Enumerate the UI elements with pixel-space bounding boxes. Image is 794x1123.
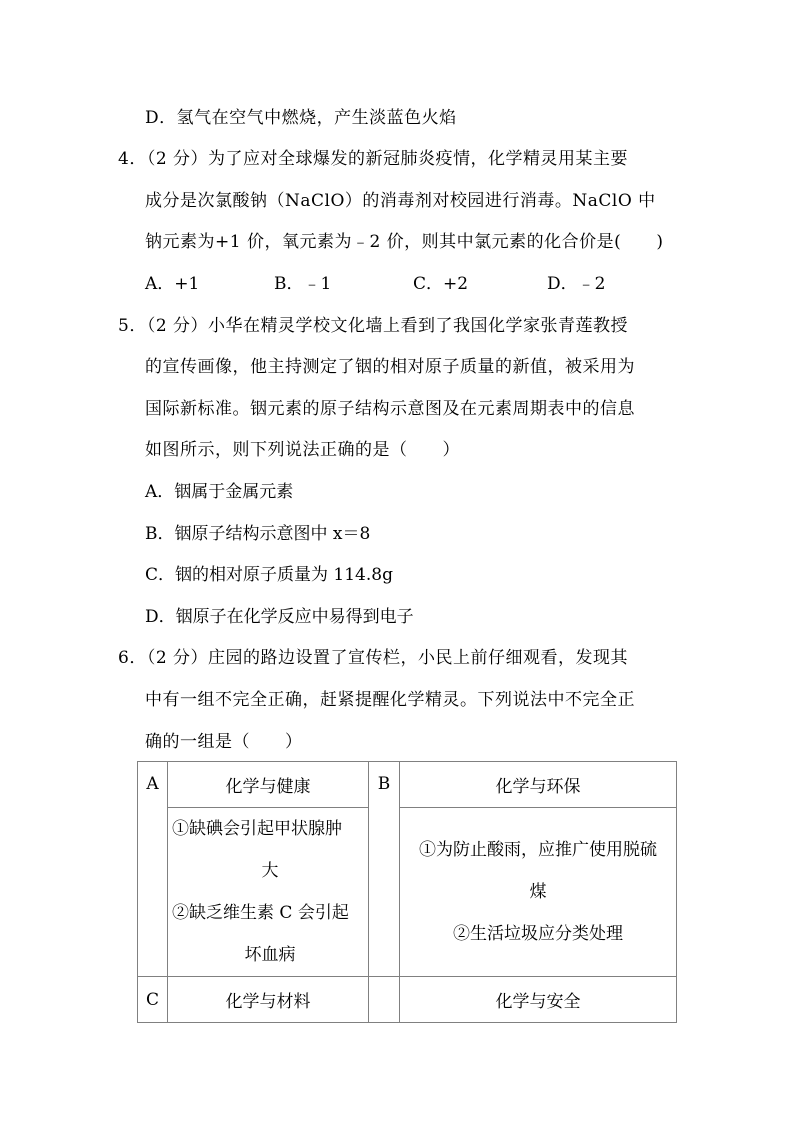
q6-stem-line-3: 确的一组是（ ） bbox=[145, 732, 303, 752]
q4-option-c: C．+2 bbox=[413, 274, 469, 294]
q6-table bbox=[137, 761, 677, 1023]
q6-head-c: 化学与材料 bbox=[168, 977, 369, 1023]
q6-body-b bbox=[400, 808, 677, 977]
q6-body-a-line-3: ②缺乏维生素 C 会引起 bbox=[172, 903, 349, 923]
q6-body-a bbox=[168, 808, 369, 977]
q6-body-b-line-2: 煤 bbox=[529, 882, 547, 902]
q6-label-c: C bbox=[138, 977, 168, 1023]
q3-option-d: D．氢气在空气中燃烧，产生淡蓝色火焰 bbox=[145, 108, 457, 128]
q4-option-b: B．﹣1 bbox=[274, 274, 332, 294]
q4-stem-line-1: 4．（2 分）为了应对全球爆发的新冠肺炎疫情，化学精灵用某主要 bbox=[118, 149, 629, 169]
q6-label-d bbox=[369, 977, 400, 1023]
q5-stem-line-3: 国际新标准。铟元素的原子结构示意图及在元素周期表中的信息 bbox=[145, 399, 635, 419]
q4-stem-line-3: 钠元素为+1 价，氧元素为﹣2 价，则其中氯元素的化合价是( ) bbox=[145, 232, 664, 252]
q4-option-a: A．+1 bbox=[145, 274, 200, 294]
q5-option-a: A．铟属于金属元素 bbox=[145, 482, 294, 502]
q6-body-a-line-1: ①缺碘会引起甲状腺肿 bbox=[172, 819, 342, 839]
q6-head-d: 化学与安全 bbox=[400, 977, 677, 1023]
q6-head-a: 化学与健康 bbox=[168, 762, 369, 808]
q5-stem-line-4: 如图所示，则下列说法正确的是（ ） bbox=[145, 440, 460, 460]
q6-stem-line-2: 中有一组不完全正确，赶紧提醒化学精灵。下列说法中不完全正 bbox=[145, 690, 635, 710]
q4-stem-line-2: 成分是次氯酸钠（NaClO）的消毒剂对校园进行消毒。NaClO 中 bbox=[145, 191, 656, 211]
q4-option-d: D．﹣2 bbox=[547, 274, 606, 294]
q6-body-b-line-3: ②生活垃圾应分类处理 bbox=[453, 924, 623, 944]
q5-stem-line-2: 的宣传画像，他主持测定了铟的相对原子质量的新值，被采用为 bbox=[145, 357, 635, 377]
q6-stem-line-1: 6．（2 分）庄园的路边设置了宣传栏，小民上前仔细观看，发现其 bbox=[118, 648, 629, 668]
q6-head-b: 化学与环保 bbox=[400, 762, 677, 808]
q5-option-b: B．铟原子结构示意图中 x＝8 bbox=[145, 524, 371, 544]
q5-stem-line-1: 5．（2 分）小华在精灵学校文化墙上看到了我国化学家张青莲教授 bbox=[118, 316, 629, 336]
q5-option-d: D．铟原子在化学反应中易得到电子 bbox=[145, 607, 414, 627]
q6-label-a: A bbox=[138, 762, 168, 977]
q6-body-a-line-4: 坏血病 bbox=[244, 945, 296, 965]
q5-option-c: C．铟的相对原子质量为 114.8g bbox=[145, 565, 393, 585]
q6-body-b-line-1: ①为防止酸雨，应推广使用脱硫 bbox=[419, 840, 657, 860]
q6-label-b: B bbox=[369, 762, 400, 977]
q6-body-a-line-2: 大 bbox=[261, 861, 279, 881]
